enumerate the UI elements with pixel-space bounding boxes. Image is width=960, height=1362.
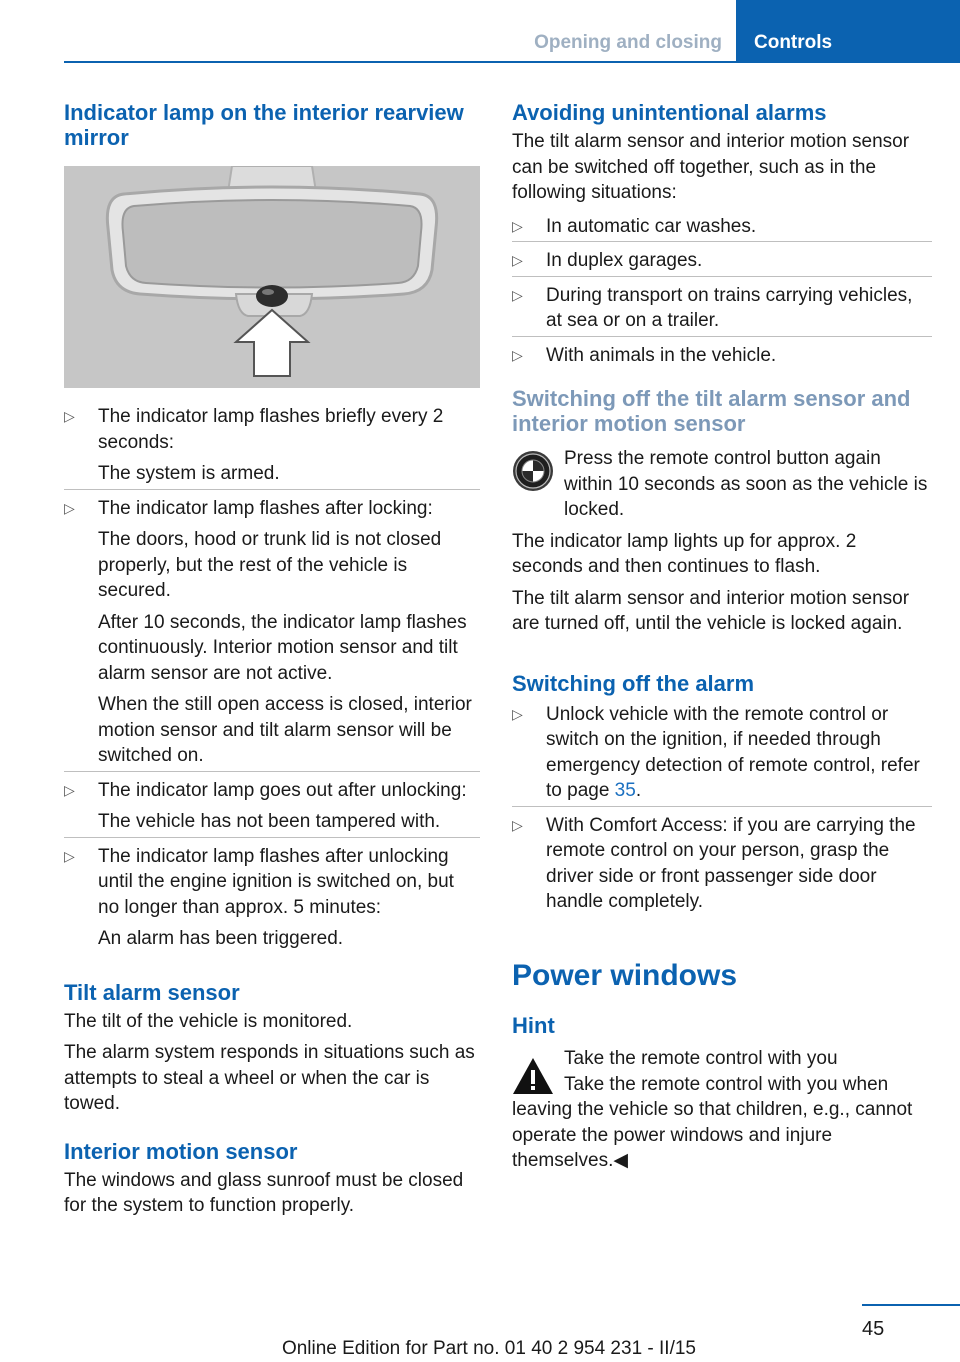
avoid-list [512, 208, 932, 371]
switchoff-paragraph: The tilt alarm sensor and interior motion sensor are turned off, until the vehicle is locked again. [512, 587, 910, 634]
switchoff-instruction [512, 446, 932, 523]
switchoff-paragraph: The indicator lamp lights up for approx. 2 seconds and then continues to flash. [512, 530, 857, 577]
indicator-list [64, 398, 480, 954]
page-header [0, 0, 960, 62]
hint-title: Take the remote control with you [564, 1047, 838, 1069]
rearview-mirror-illustration [64, 166, 480, 388]
power-windows-heading: Power windows [512, 958, 738, 992]
page-footer [0, 1300, 960, 1362]
list-item: ▷ With animals in the vehicle. [512, 336, 932, 371]
hint-body: Take the remote control with you when leaving the vehicle so that children, e.g., cannot operate the power windows and injure themselves.◀ [512, 1073, 913, 1171]
right-column [512, 100, 932, 1174]
left-column [64, 100, 480, 1219]
footer-rule [862, 1304, 960, 1306]
chapter-tab: Controls [736, 0, 960, 62]
list-item: ▷ The indicator lamp flashes after locking: The doors, hood or trunk lid is not closed properly, but the rest of the vehicle is secured. After 10 seconds, the indicator lamp flashes continuously. Interior motion sensor and tilt alarm sensor are not active. When the still open access is closed, interior motion sensor and tilt alarm sensor will be switched on. [64, 489, 480, 771]
switchoff-paragraph: Press the remote control button again within 10 seconds as soon as the vehicle is locked. [564, 448, 928, 520]
list-item: ▷ The indicator lamp goes out after unlocking: The vehicle has not been tampered with. [64, 771, 480, 837]
warning-icon [512, 1056, 554, 1098]
avoid-heading: Avoiding unintentional alarms [512, 100, 827, 125]
tilt-paragraph: The tilt of the vehicle is monitored. [64, 1010, 353, 1032]
list-item: ▷ During transport on trains carrying vehicles, at sea or on a trailer. [512, 276, 932, 336]
page-link[interactable]: 35 [614, 780, 636, 801]
list-item: ▷ In duplex garages. [512, 241, 932, 276]
motion-paragraph: The windows and glass sunroof must be closed for the system to function properly. [64, 1169, 464, 1216]
list-item: ▷ Unlock vehicle with the remote control or switch on the ignition, if needed through emergency detection of remote control, refer to page 35. [512, 696, 932, 806]
edition-line: Online Edition for Part no. 01 40 2 954 231 - II/15 [281, 1338, 696, 1359]
section-title: Opening and closing [534, 32, 722, 53]
hint-warning [512, 1046, 932, 1103]
bmw-logo-icon [512, 450, 554, 492]
list-item: ▷ The indicator lamp flashes briefly every 2 seconds: The system is armed. [64, 398, 480, 489]
alarm-heading: Switching off the alarm [512, 670, 755, 696]
page-number: 45 [862, 1318, 885, 1340]
rearview-mirror-figure [64, 166, 480, 388]
list-item: ▷ In automatic car washes. [512, 208, 932, 242]
hint-heading: Hint [512, 1012, 555, 1038]
indicator-heading: Indicator lamp on the interior rearview mirror [64, 100, 464, 150]
avoid-paragraph: The tilt alarm sensor and interior motion sensor can be switched off together, such as in the following situations: [512, 131, 910, 203]
hint-body-first [564, 1077, 932, 1103]
tilt-paragraph: The alarm system responds in situations such as attempts to steal a wheel or when the car is towed. [64, 1042, 475, 1114]
list-item: ▷ With Comfort Access: if you are carrying the remote control on your person, grasp the driver side or front passenger side door handle completely. [512, 806, 932, 917]
list-item: ▷ The indicator lamp flashes after unlocking until the engine ignition is switched on, but no longer than approx. 5 minutes: An alarm has been triggered. [64, 837, 480, 954]
alarm-list [512, 696, 932, 917]
tilt-heading: Tilt alarm sensor [64, 979, 240, 1005]
switchoff-heading: Switching off the tilt alarm sensor and interior motion sensor [512, 386, 911, 436]
motion-heading: Interior motion sensor [64, 1138, 298, 1164]
